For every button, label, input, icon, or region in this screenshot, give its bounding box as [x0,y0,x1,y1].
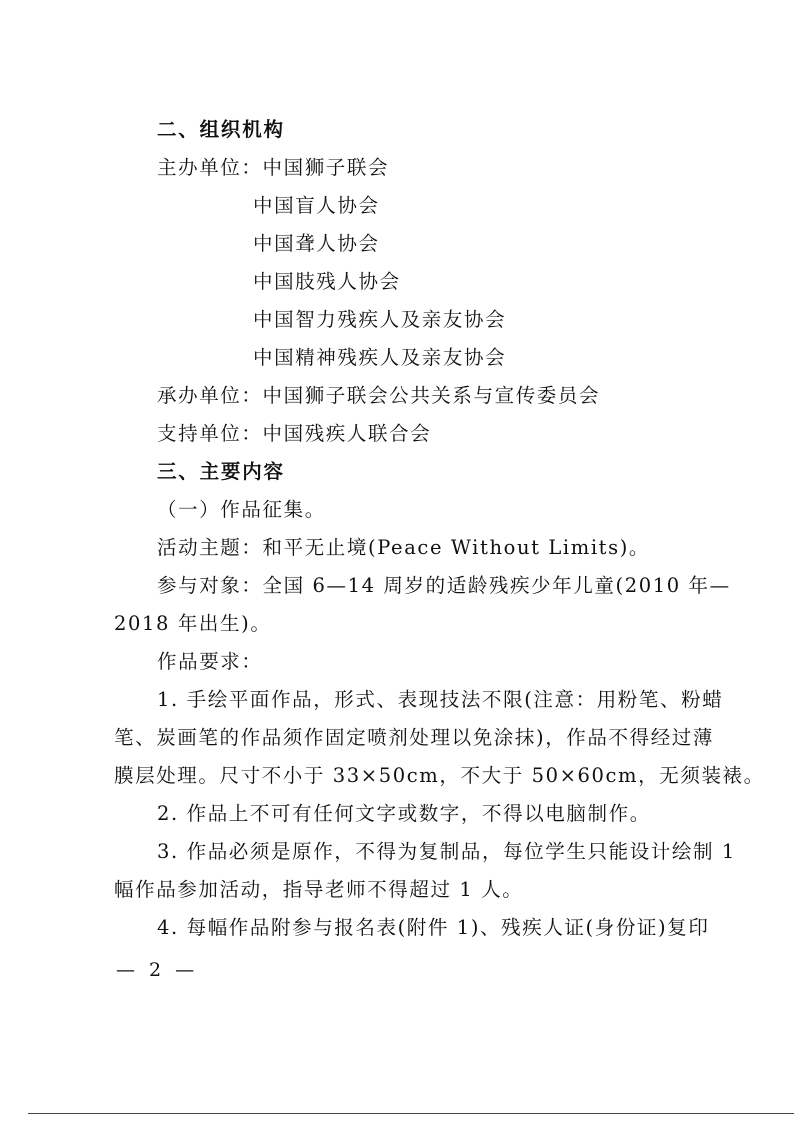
section-3-title: 三、主要内容 [157,460,285,483]
bottom-divider [28,1113,794,1114]
theme-line: 活动主题：和平无止境(Peace Without Limits)。 [157,536,651,559]
requirement-line: 笔、炭画笔的作品须作固定喷剂处理以免涂抹)，作品不得经过薄 [114,726,715,749]
requirement-line: 1. 手绘平面作品，形式、表现技法不限(注意：用粉笔、粉蜡 [157,688,724,711]
host-org-line: 中国智力残疾人及亲友协会 [253,308,507,331]
requirement-line: 幅作品参加活动，指导老师不得超过 1 人。 [114,878,524,901]
subsection-title: （一）作品征集。 [157,498,326,521]
support-line: 支持单位：中国残疾人联合会 [157,422,432,445]
participants-line: 2018 年出生)。 [114,612,272,635]
requirement-line: 4. 每幅作品附参与报名表(附件 1)、残疾人证(身份证)复印 [157,916,710,939]
host-org-line: 中国盲人协会 [253,194,380,217]
requirement-line: 2. 作品上不可有任何文字或数字，不得以电脑制作。 [157,802,651,825]
requirement-line: 3. 作品必须是原作，不得为复制品，每位学生只能设计绘制 1 [157,840,736,863]
requirement-line: 膜层处理。尺寸不小于 33×50cm，不大于 50×60cm，无须装裱。 [114,764,765,787]
section-2-title: 二、组织机构 [157,118,285,141]
organizer-line: 承办单位：中国狮子联会公共关系与宣传委员会 [157,384,601,407]
page-number: — 2 — [116,959,199,981]
host-label-line: 主办单位：中国狮子联会 [157,156,390,179]
host-org-line: 中国精神残疾人及亲友协会 [253,346,507,369]
participants-line: 参与对象：全国 6—14 周岁的适龄残疾少年儿童(2010 年— [157,574,731,597]
requirements-title: 作品要求： [157,650,263,673]
host-org-line: 中国聋人协会 [253,232,380,255]
host-org-line: 中国肢残人协会 [253,270,401,293]
